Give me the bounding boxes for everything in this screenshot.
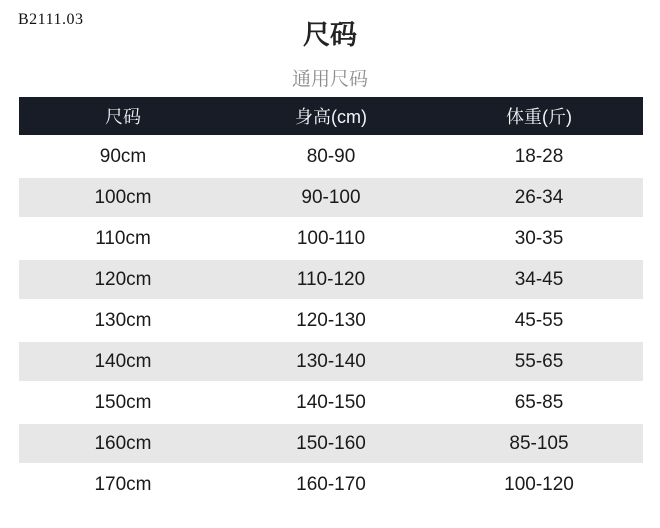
- page-subtitle: 通用尺码: [291, 69, 368, 90]
- weight-cell: 100-120: [435, 465, 643, 504]
- table-row: [19, 219, 643, 258]
- table-row: [19, 137, 643, 176]
- height-cell: 120-130: [227, 301, 435, 340]
- size-table-body: [19, 137, 643, 504]
- table-row: [19, 342, 643, 381]
- size-table: [19, 95, 643, 506]
- weight-cell: 18-28: [435, 137, 643, 176]
- size-cell: 110cm: [19, 219, 227, 258]
- table-row: [19, 260, 643, 299]
- height-cell: 100-110: [227, 219, 435, 258]
- weight-cell: 30-35: [435, 219, 643, 258]
- height-cell: 110-120: [227, 260, 435, 299]
- header-row: [19, 97, 643, 135]
- size-cell: 170cm: [19, 465, 227, 504]
- size-cell: 100cm: [19, 178, 227, 217]
- size-table-header: [19, 97, 643, 135]
- size-cell: 130cm: [19, 301, 227, 340]
- size-cell: 90cm: [19, 137, 227, 176]
- height-cell: 80-90: [227, 137, 435, 176]
- table-row: [19, 178, 643, 217]
- table-row: [19, 424, 643, 463]
- column-header-weight: 体重(斤): [435, 97, 643, 135]
- weight-cell: 55-65: [435, 342, 643, 381]
- weight-cell: 26-34: [435, 178, 643, 217]
- height-cell: 140-150: [227, 383, 435, 422]
- product-code-label: B2111.03: [18, 11, 84, 28]
- weight-cell: 34-45: [435, 260, 643, 299]
- table-row: [19, 465, 643, 504]
- size-cell: 150cm: [19, 383, 227, 422]
- table-row: [19, 301, 643, 340]
- size-cell: 120cm: [19, 260, 227, 299]
- table-row: [19, 383, 643, 422]
- column-header-size: 尺码: [19, 97, 227, 135]
- height-cell: 130-140: [227, 342, 435, 381]
- weight-cell: 45-55: [435, 301, 643, 340]
- size-cell: 160cm: [19, 424, 227, 463]
- weight-cell: 65-85: [435, 383, 643, 422]
- weight-cell: 85-105: [435, 424, 643, 463]
- size-cell: 140cm: [19, 342, 227, 381]
- column-header-height: 身高(cm): [227, 97, 435, 135]
- height-cell: 90-100: [227, 178, 435, 217]
- height-cell: 150-160: [227, 424, 435, 463]
- height-cell: 160-170: [227, 465, 435, 504]
- page-title: 尺码: [303, 20, 357, 50]
